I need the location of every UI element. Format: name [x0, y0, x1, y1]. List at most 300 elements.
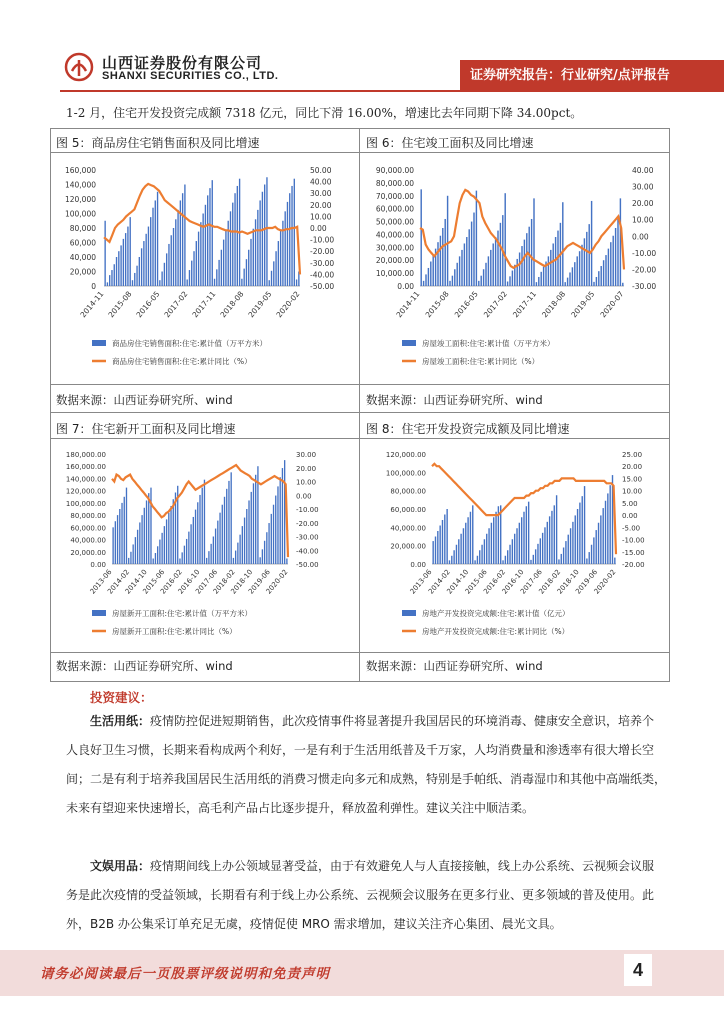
- bar: [200, 222, 201, 286]
- figure-8-chart: [362, 440, 667, 650]
- bar: [280, 231, 281, 286]
- left-axis-tick: 50,000.00: [375, 217, 414, 227]
- bar: [237, 186, 238, 286]
- bar: [210, 544, 211, 564]
- bar: [285, 211, 286, 286]
- bar: [161, 533, 162, 564]
- figure-6-chart: [362, 156, 667, 382]
- left-axis-tick: 80,000.00: [70, 512, 106, 521]
- bar: [107, 282, 108, 286]
- bar: [540, 538, 541, 564]
- header-divider: [60, 90, 724, 92]
- bar: [598, 523, 599, 564]
- right-axis-tick: -30.00: [310, 258, 335, 268]
- right-axis-tick: 20.00: [622, 463, 643, 472]
- left-axis-tick: 60,000.00: [390, 506, 426, 514]
- left-axis-tick: 60,000: [69, 238, 96, 248]
- paragraph-tissue: [66, 707, 666, 823]
- left-axis-tick: 70,000.00: [375, 191, 414, 201]
- bar: [610, 242, 611, 286]
- bar: [555, 237, 556, 286]
- bar: [141, 515, 142, 564]
- right-axis-tick: 30.00: [310, 189, 332, 199]
- bar: [584, 486, 585, 564]
- bar: [472, 505, 473, 564]
- bar: [128, 558, 129, 564]
- paragraph-tissue-label: 生活用纸：: [90, 714, 151, 728]
- bar: [512, 271, 513, 286]
- left-axis-tick: 0.00: [90, 561, 106, 569]
- bar: [544, 527, 545, 564]
- bar: [596, 277, 597, 286]
- bar: [222, 505, 223, 564]
- bar: [235, 551, 236, 564]
- left-axis-tick: 40,000.00: [390, 524, 426, 533]
- bar: [550, 250, 551, 286]
- bar: [259, 557, 260, 564]
- bar: [171, 235, 172, 286]
- bar: [505, 556, 506, 564]
- bar: [589, 552, 590, 564]
- bar: [470, 512, 471, 564]
- growth-line: [104, 184, 300, 275]
- x-axis-label: 2017-06: [519, 568, 544, 596]
- bar: [608, 249, 609, 286]
- left-axis-tick: 80,000.00: [375, 178, 414, 188]
- bar: [533, 198, 534, 286]
- bar: [132, 544, 133, 564]
- bar: [516, 259, 517, 286]
- bar: [579, 503, 580, 564]
- bar: [507, 281, 508, 286]
- left-axis-tick: 40,000.00: [375, 230, 414, 240]
- bar: [248, 500, 249, 564]
- bar: [423, 281, 424, 286]
- bar: [509, 276, 510, 286]
- bar: [209, 188, 210, 286]
- x-axis-label: 2014-10: [445, 568, 471, 596]
- bar: [521, 246, 522, 286]
- bar: [495, 237, 496, 286]
- bar: [468, 229, 469, 286]
- bar: [495, 512, 496, 564]
- bar: [197, 502, 198, 564]
- bar: [614, 558, 615, 564]
- right-axis-tick: 20.00: [310, 200, 332, 210]
- bar: [177, 210, 178, 286]
- bar: [572, 522, 573, 564]
- bar: [617, 219, 618, 286]
- left-axis-tick: 120,000.00: [385, 451, 426, 459]
- bar: [153, 559, 154, 565]
- left-axis-tick: 180,000.00: [65, 451, 106, 459]
- bar: [447, 196, 448, 286]
- bar: [173, 228, 174, 286]
- bar: [569, 272, 570, 286]
- bar: [437, 531, 438, 564]
- right-axis-tick: 5.00: [622, 499, 638, 508]
- bar: [204, 480, 205, 564]
- bar: [458, 539, 459, 564]
- bar: [275, 496, 276, 564]
- bar: [516, 528, 517, 564]
- bar: [155, 200, 156, 286]
- figure-table-hline: [50, 652, 669, 653]
- left-axis-tick: 60,000.00: [70, 524, 106, 533]
- right-axis-tick: -20.00: [622, 561, 645, 569]
- x-axis-label: 2014-11: [394, 289, 422, 320]
- right-axis-tick: -40.00: [296, 547, 319, 556]
- legend-line-label: 房屋竣工面积:住宅:累计同比（%）: [422, 357, 540, 366]
- bar: [262, 192, 263, 286]
- figure-7-chart: [52, 440, 357, 650]
- bar: [512, 539, 513, 564]
- bar: [193, 251, 194, 286]
- bar: [622, 283, 623, 286]
- bar: [148, 493, 149, 564]
- bar: [126, 488, 127, 564]
- right-axis-tick: 10.00: [622, 487, 643, 496]
- bar: [148, 227, 149, 286]
- bar: [228, 481, 229, 564]
- bar: [593, 282, 594, 286]
- bar: [190, 524, 191, 564]
- x-axis-label: 2015-08: [106, 289, 134, 320]
- bar: [449, 560, 450, 564]
- x-axis-label: 2020-02: [264, 568, 290, 596]
- x-axis-label: 2013-06: [408, 568, 434, 596]
- legend-bar-swatch: [402, 610, 416, 616]
- bar: [269, 280, 270, 286]
- bar: [452, 276, 453, 286]
- bar: [275, 251, 276, 286]
- bar: [184, 185, 185, 287]
- x-axis-label: 2018-10: [229, 568, 255, 596]
- legend-line-label: 房屋新开工面积:住宅:累计同比（%）: [112, 627, 237, 636]
- bar: [519, 523, 520, 564]
- bar: [540, 272, 541, 286]
- bar: [572, 267, 573, 286]
- bar: [157, 546, 158, 564]
- left-axis-tick: 30,000.00: [375, 243, 414, 253]
- bar: [603, 260, 604, 286]
- right-axis-tick: -40.00: [310, 270, 335, 280]
- figure-7-source: 数据来源：山西证券研究所、wind: [56, 659, 233, 673]
- bar: [444, 515, 445, 565]
- bar: [130, 217, 131, 286]
- bar: [530, 560, 531, 564]
- right-axis-tick: 20.00: [296, 464, 317, 473]
- bar: [232, 203, 233, 286]
- left-axis-tick: 120,000: [64, 195, 96, 204]
- legend-bar-label: 商品房住宅销售面积:住宅:累计值（万平方米）: [112, 339, 268, 348]
- bar: [230, 211, 231, 286]
- bar: [521, 517, 522, 564]
- bar: [109, 275, 110, 286]
- left-axis-tick: 20,000.00: [375, 256, 414, 266]
- bar: [615, 228, 616, 286]
- bar: [216, 269, 217, 286]
- left-axis-tick: 20,000.00: [70, 548, 106, 557]
- bar: [150, 488, 151, 564]
- right-axis-tick: -20.00: [296, 519, 319, 528]
- bar: [271, 514, 272, 564]
- left-axis-tick: 40,000.00: [70, 536, 106, 545]
- bar: [465, 523, 466, 564]
- bar: [182, 193, 183, 286]
- bar: [500, 223, 501, 286]
- bar: [195, 510, 196, 564]
- bar: [137, 530, 138, 564]
- bar: [136, 266, 137, 286]
- left-axis-tick: 140,000.00: [65, 475, 106, 484]
- bar: [493, 517, 494, 564]
- bar: [488, 256, 489, 286]
- left-axis-tick: 90,000.00: [375, 166, 414, 175]
- bar: [287, 202, 288, 286]
- bar: [179, 559, 180, 565]
- paragraph-stationery-text: 疫情期间线上办公领域显著受益，由于有效避免人与人直接接触，线上办公系统、云视频会议服务是此次疫情的受益领域，长期看有利于线上办公系统、云视频会议服务在更多行业、更多领域的普及使用。此外，B2B 办公集采订单充足无虞，疫情促使 MRO 需求增加，建议关注齐心集团、晨光文具。: [66, 859, 655, 931]
- bar: [491, 523, 492, 564]
- bar: [454, 269, 455, 286]
- bar: [239, 535, 240, 564]
- right-axis-tick: 15.00: [622, 475, 643, 484]
- bar: [442, 520, 443, 564]
- bar: [198, 232, 199, 286]
- bar: [492, 243, 493, 286]
- bar: [266, 532, 267, 564]
- bar: [196, 241, 197, 286]
- bar: [284, 460, 285, 564]
- bar: [152, 208, 153, 286]
- left-axis-tick: 80,000: [69, 224, 96, 233]
- bar: [547, 522, 548, 564]
- x-axis-label: 2013-06: [88, 568, 114, 596]
- paragraph-stationery: [66, 852, 666, 939]
- bar: [214, 279, 215, 286]
- bar: [526, 233, 527, 286]
- bar: [504, 193, 505, 286]
- bar: [591, 201, 592, 286]
- bar: [561, 554, 562, 564]
- bar: [121, 503, 122, 564]
- right-axis-tick: -10.00: [622, 536, 645, 545]
- bar: [123, 239, 124, 286]
- figure-8-title: 图 8：住宅开发投资完成额及同比增速: [366, 422, 570, 436]
- x-axis-label: 2020-02: [274, 289, 302, 320]
- bar: [143, 241, 144, 286]
- left-axis-tick: 120,000.00: [65, 487, 106, 496]
- left-axis-tick: 100,000: [64, 209, 96, 219]
- bar: [568, 535, 569, 564]
- bar: [609, 485, 610, 564]
- bar: [286, 559, 287, 565]
- bar: [134, 273, 135, 286]
- bar: [212, 180, 213, 286]
- bar: [451, 556, 452, 564]
- bar: [168, 513, 169, 564]
- bar: [526, 506, 527, 564]
- bar: [278, 241, 279, 286]
- bar: [182, 552, 183, 564]
- bar: [466, 237, 467, 286]
- bar: [483, 269, 484, 286]
- bar: [155, 553, 156, 564]
- bar: [119, 509, 120, 564]
- right-axis-tick: 40.00: [310, 177, 332, 187]
- bar: [575, 515, 576, 564]
- report-type: 证券研究报告：行业研究/点评报告: [470, 68, 670, 83]
- paragraph-tissue-text: 疫情防控促进短期销售，此次疫情事件将显著提升我国居民的环境消毒、健康安全意识，培养个人良好卫生习惯，长期来看构成两个利好，一是有利于生活用纸普及千万家，人均消费量和渗透率有很大增长空间；二是有利于培养我国居民生活用纸的消费习惯走向多元和成熟，特别是手帕纸、消毒湿巾和其他中高端纸类，未来有望迎来快速增长，高毛利产品占比逐步提升，释放盈利弹性。建议关注中顺洁柔。: [66, 714, 667, 815]
- bar: [464, 243, 465, 286]
- left-axis-tick: 160,000.00: [65, 463, 106, 472]
- bar: [166, 519, 167, 564]
- bar: [202, 214, 203, 287]
- bar: [199, 495, 200, 564]
- x-axis-label: 2016-05: [452, 289, 480, 320]
- bar: [225, 229, 226, 286]
- figure-6-source: 数据来源：山西证券研究所、wind: [366, 393, 543, 407]
- bar: [453, 550, 454, 564]
- left-axis-tick: 10,000.00: [375, 269, 414, 279]
- bar: [215, 529, 216, 564]
- bar: [463, 528, 464, 564]
- right-axis-tick: 30.00: [296, 451, 317, 459]
- bar: [164, 526, 165, 564]
- bar: [262, 549, 263, 564]
- bar: [551, 511, 552, 564]
- x-axis-label: 2019-05: [246, 289, 274, 320]
- x-axis-label: 2014-02: [106, 568, 132, 596]
- bar: [586, 559, 587, 565]
- bar: [157, 192, 158, 286]
- figure-6-title: 图 6：住宅竣工面积及同比增速: [366, 136, 534, 150]
- bar: [440, 236, 441, 286]
- bar: [502, 560, 503, 564]
- right-axis-tick: 10.00: [310, 212, 332, 222]
- bar: [564, 282, 565, 286]
- left-axis-tick: 140,000: [64, 180, 96, 190]
- right-axis-tick: -30.00: [296, 533, 319, 542]
- x-axis-label: 2014-02: [427, 568, 452, 596]
- company-name-en: SHANXI SECURITIES CO., LTD.: [102, 70, 279, 82]
- bar: [112, 527, 113, 564]
- bar: [490, 250, 491, 286]
- bar: [437, 242, 438, 286]
- bar: [456, 545, 457, 564]
- bar: [612, 236, 613, 286]
- figure-5-chart: [52, 156, 357, 382]
- legend-bar-swatch: [92, 340, 106, 346]
- bar: [144, 508, 145, 564]
- x-axis-label: 2016-05: [134, 289, 162, 320]
- bar: [484, 539, 485, 564]
- x-axis-label: 2020-02: [592, 568, 618, 596]
- bar: [296, 279, 297, 286]
- bar: [191, 261, 192, 286]
- bar: [535, 549, 536, 564]
- right-axis-tick: 20.00: [632, 199, 654, 209]
- bar: [224, 497, 225, 564]
- bar: [253, 229, 254, 286]
- bar: [120, 245, 121, 286]
- bar: [207, 195, 208, 286]
- x-axis-label: 2017-06: [194, 568, 220, 596]
- bar: [549, 516, 550, 564]
- page-number: 4: [624, 954, 652, 986]
- bar: [289, 193, 290, 286]
- x-axis-label: 2015-06: [463, 568, 489, 596]
- bar: [481, 545, 482, 564]
- bar: [206, 558, 207, 564]
- bar: [188, 532, 189, 564]
- bar: [420, 189, 421, 286]
- bar: [294, 179, 295, 286]
- bar: [213, 537, 214, 565]
- bar: [574, 262, 575, 286]
- x-axis-label: 2015-06: [141, 568, 167, 596]
- bar: [159, 540, 160, 564]
- x-axis-label: 2016-10: [500, 568, 526, 596]
- bar: [186, 539, 187, 564]
- right-axis-tick: -50.00: [310, 282, 335, 291]
- left-axis-tick: 0.00: [410, 561, 426, 569]
- bar: [430, 262, 431, 286]
- bar: [130, 552, 131, 564]
- x-axis-label: 2014-11: [78, 289, 106, 320]
- bar: [509, 545, 510, 564]
- left-axis-tick: 20,000: [69, 267, 96, 277]
- paragraph-stationery-label: 文娱用品：: [90, 859, 151, 873]
- company-logo-icon: [64, 52, 94, 82]
- bar: [250, 239, 251, 286]
- right-axis-tick: 10.00: [632, 215, 654, 225]
- bar: [132, 280, 133, 286]
- bar: [432, 255, 433, 286]
- bar: [175, 219, 176, 286]
- bar: [268, 523, 269, 564]
- bar: [570, 528, 571, 564]
- bar: [221, 250, 222, 286]
- right-axis-tick: -10.00: [632, 248, 657, 258]
- left-axis-tick: 20,000.00: [390, 542, 426, 551]
- bar: [259, 200, 260, 286]
- x-axis-label: 2014-10: [123, 568, 149, 596]
- bar: [208, 551, 209, 564]
- bar: [591, 545, 592, 564]
- bar: [170, 506, 171, 564]
- bar: [280, 477, 281, 564]
- right-axis-tick: -20.00: [632, 265, 657, 275]
- bar: [605, 501, 606, 564]
- x-axis-label: 2019-06: [247, 568, 272, 596]
- bar: [581, 245, 582, 286]
- left-axis-tick: 0.00: [397, 282, 414, 291]
- bar: [514, 534, 515, 564]
- bar: [531, 219, 532, 286]
- figure-8-source: 数据来源：山西证券研究所、wind: [366, 659, 543, 673]
- bar: [467, 517, 468, 564]
- x-axis-label: 2016-10: [176, 568, 202, 596]
- figure-table-hline: [50, 412, 669, 413]
- bar: [184, 546, 185, 564]
- legend-line-label: 房地产开发投资完成额:住宅:累计同比（%）: [422, 627, 570, 636]
- bar: [244, 518, 245, 564]
- right-axis-tick: -5.00: [622, 524, 641, 533]
- bar: [125, 233, 126, 286]
- left-axis-tick: 0: [91, 282, 96, 291]
- bar: [273, 261, 274, 286]
